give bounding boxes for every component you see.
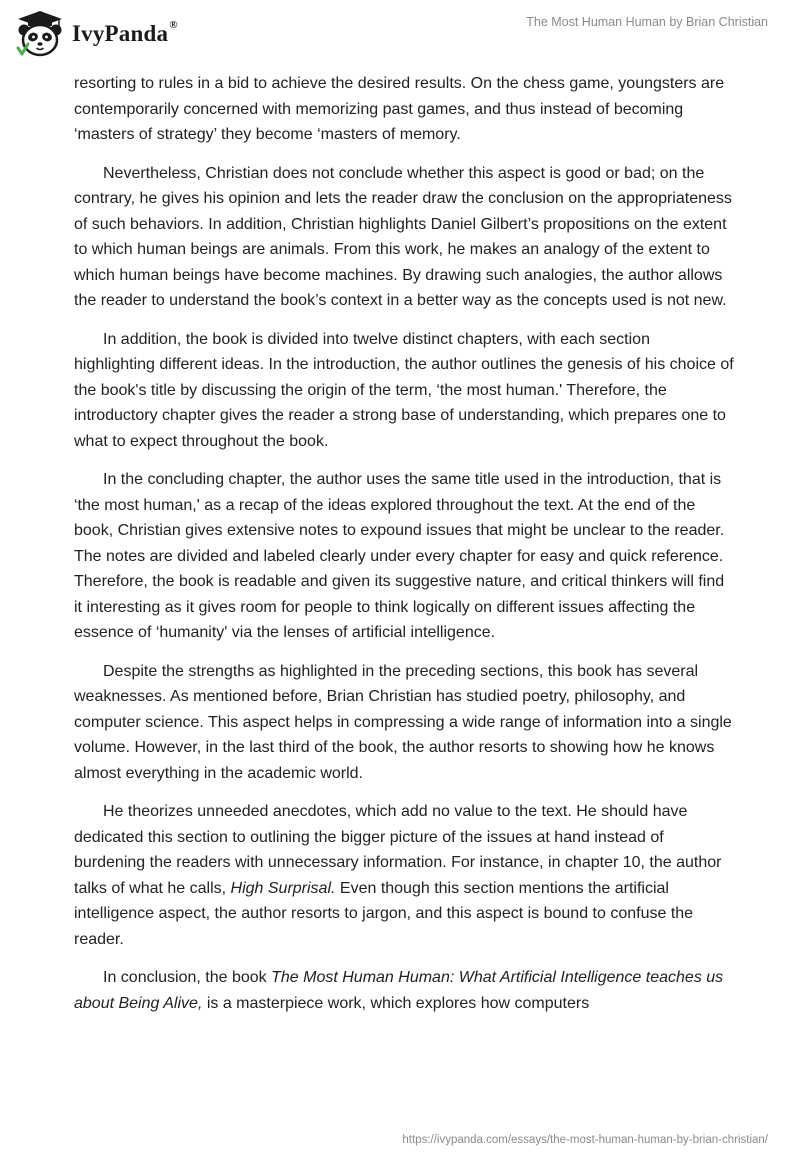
panda-graduation-cap-icon	[14, 8, 66, 60]
paragraph-text: He theorizes unneeded anecdotes, which add no value to the text. He should have dedicated this section to outlining the bigger picture of the issues at hand instead of burdening the readers with unnecessary information. For instance, in chapter 10, the author talks of what he calls,	[74, 803, 722, 897]
book-title-italic: The Most Human Human: What Artificial Intelligence teaches us about Being Alive,	[74, 969, 724, 1012]
paragraph-text: Even though this section mentions the artificial intelligence aspect, the author resorts to jargon, and this aspect is bound to confuse the reader.	[74, 879, 694, 948]
paragraph-continuation: resorting to rules in a bid to achieve the desired results. On the chess game, youngsters are contemporarily concerned with memorizing past games, and thus instead of becoming ‘masters of strategy’ they become ‘masters of memory.	[74, 75, 725, 143]
paragraph-text: is a masterpiece work, which explores how computers	[202, 994, 590, 1012]
paragraph	[74, 799, 734, 952]
logo-text: IvyPanda®	[72, 19, 178, 46]
ivypanda-logo[interactable]	[14, 8, 178, 60]
paragraph-text: In conclusion, the book	[103, 969, 272, 986]
paragraph	[74, 965, 734, 1016]
document-title: The Most Human Human by Brian Christian	[526, 15, 768, 29]
italic-term: High Surprisal.	[230, 879, 336, 897]
source-url[interactable]: https://ivypanda.com/essays/the-most-human-human-by-brian-christian/	[402, 1134, 768, 1146]
paragraph: Despite the strengths as highlighted in the preceding sections, this book has several weaknesses. As mentioned before, Brian Christian has studied poetry, philosophy, and computer science. This aspect helps in compressing a wide range of information into a single volume. However, in the last third of the book, the author resorts to showing how he knows almost everything in the academic world.	[74, 662, 732, 782]
paragraph: In the concluding chapter, the author uses the same title used in the introduction, that is ‘the most human,' as a recap of the ideas explored throughout the text. At the end of the book, Christian gives extensive notes to expound issues that might be unclear to the reader. The notes are divided and labeled clearly under every chapter for easy and quick reference. Therefore, the book is readable and given its suggestive nature, and critical thinkers will find it interesting as it gives room for people to think logically on different issues affecting the essence of ‘humanity' via the lenses of artificial intelligence.	[74, 471, 725, 641]
page-header	[0, 0, 800, 70]
essay-body	[74, 71, 734, 1029]
paragraph: In addition, the book is divided into twelve distinct chapters, with each section highlighting different ideas. In the introduction, the author outlines the genesis of his choice of the book's title by discussing the origin of the term, ‘the most human.' Therefore, the introductory chapter gives the reader a strong base of understanding, which prepares one to what to expect throughout the book.	[74, 330, 734, 450]
paragraph: Nevertheless, Christian does not conclude whether this aspect is good or bad; on the contrary, he gives his opinion and lets the reader draw the conclusion on the appropriateness of such behaviors. In addition, Christian highlights Daniel Gilbert’s propositions on the extent to which human beings are animals. From this work, he makes an analogy of the extent to which human beings have become machines. By drawing such analogies, the author allows the reader to understand the book’s context in a better way as the concepts used is not new.	[74, 164, 732, 309]
